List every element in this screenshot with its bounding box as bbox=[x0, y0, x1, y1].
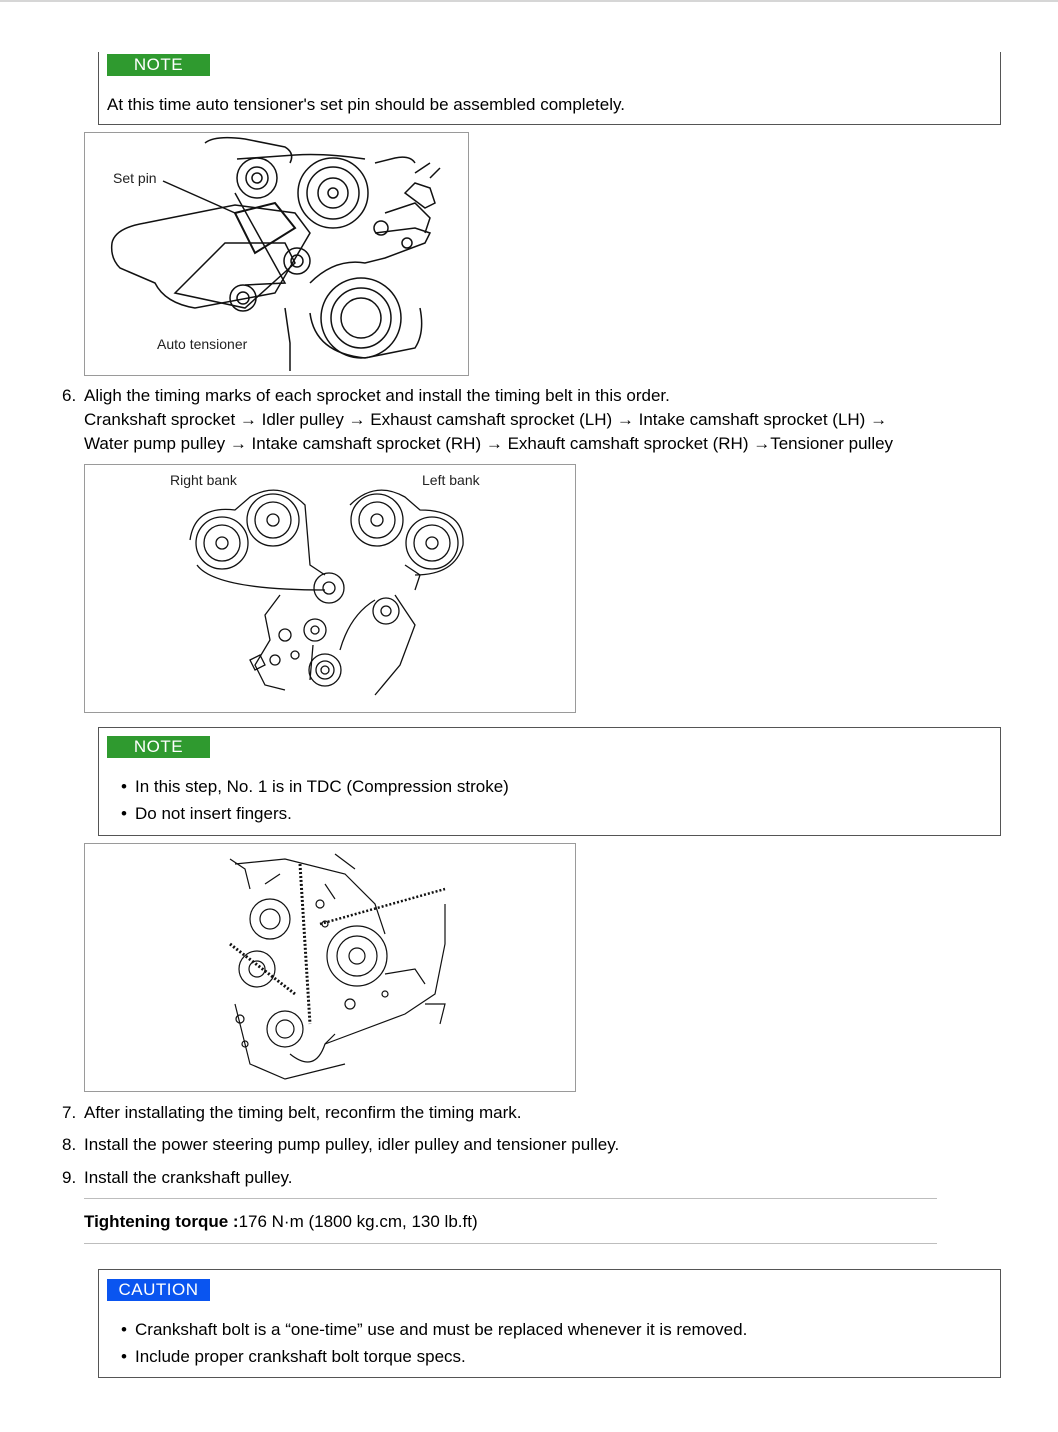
label-set-pin: Set pin bbox=[113, 170, 157, 186]
caution-bullet-2 bbox=[121, 1346, 466, 1368]
note-badge: NOTE bbox=[107, 54, 210, 76]
step-7-text: After installating the timing belt, reconfirm the timing mark. bbox=[84, 1103, 522, 1122]
step-6-line-1: Aligh the timing marks of each sprocket and install the timing belt in this order. bbox=[84, 386, 670, 405]
step-8-text: Install the power steering pump pulley, idler pulley and tensioner pulley. bbox=[84, 1135, 620, 1154]
step-8-number: 8. bbox=[62, 1135, 77, 1154]
figure-timing-belt-routing bbox=[84, 464, 576, 713]
label-right-bank: Right bank bbox=[170, 472, 237, 488]
bullet-icon: • bbox=[121, 804, 127, 823]
caution-bullet-text: Crankshaft bolt is a “one-time” use and must be replaced whenever it is removed. bbox=[135, 1320, 748, 1339]
torque-spec bbox=[84, 1211, 478, 1233]
caution-bullet-1 bbox=[121, 1319, 747, 1341]
timing-belt-drawing bbox=[85, 465, 575, 712]
bullet-icon: • bbox=[121, 777, 127, 796]
torque-value: 176 N·m (1800 kg.cm, 130 lb.ft) bbox=[238, 1212, 478, 1231]
note-bullet-2 bbox=[121, 803, 292, 825]
step-9-number: 9. bbox=[62, 1168, 77, 1187]
step-6-number: 6. bbox=[62, 386, 77, 405]
torque-label: Tightening torque : bbox=[84, 1212, 239, 1231]
note-bullet-text: Do not insert fingers. bbox=[135, 804, 292, 823]
bullet-icon: • bbox=[121, 1347, 127, 1366]
label-left-bank: Left bank bbox=[422, 472, 480, 488]
note-text: At this time auto tensioner's set pin should be assembled completely. bbox=[107, 95, 625, 114]
step-6-line-2: Crankshaft sprocket → Idler pulley → Exhaust camshaft sprocket (LH) → Intake camshaft sprocket (LH) → bbox=[84, 410, 888, 429]
caution-box bbox=[98, 1269, 1001, 1378]
bullet-icon: • bbox=[121, 1320, 127, 1339]
caution-badge: CAUTION bbox=[107, 1279, 210, 1301]
step-6-line-3: Water pump pulley → Intake camshaft sprocket (RH) → Exhauft camshaft sprocket (RH) →Tensioner pulley bbox=[84, 434, 894, 453]
note-badge: NOTE bbox=[107, 736, 210, 758]
figure-auto-tensioner bbox=[84, 132, 469, 376]
page-top-border bbox=[0, 0, 1058, 2]
step-9-text: Install the crankshaft pulley. bbox=[84, 1168, 293, 1187]
torque-divider-top bbox=[84, 1198, 937, 1199]
label-auto-tensioner: Auto tensioner bbox=[157, 336, 248, 352]
figure-belt-installation bbox=[84, 843, 576, 1092]
note-box-set-pin bbox=[98, 52, 1001, 125]
belt-installation-drawing bbox=[85, 844, 575, 1091]
note-bullet-text: In this step, No. 1 is in TDC (Compression stroke) bbox=[135, 777, 509, 796]
note-box-tdc bbox=[98, 727, 1001, 836]
note-bullet-1 bbox=[121, 776, 509, 798]
step-7-number: 7. bbox=[62, 1103, 77, 1122]
torque-divider-bottom bbox=[84, 1243, 937, 1244]
auto-tensioner-drawing bbox=[85, 133, 468, 375]
caution-bullet-text: Include proper crankshaft bolt torque specs. bbox=[135, 1347, 466, 1366]
